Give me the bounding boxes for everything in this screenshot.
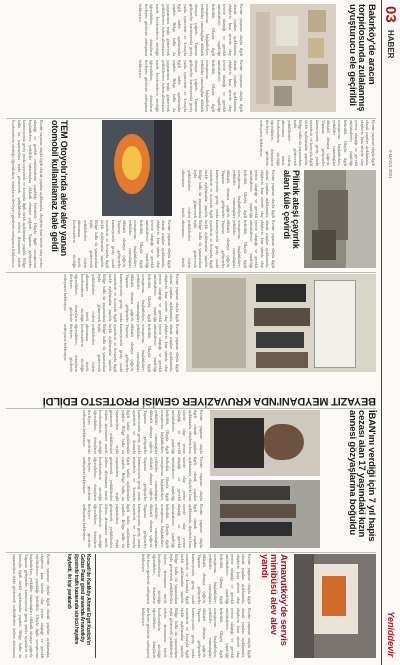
photo-protesters (186, 274, 376, 372)
sidebar-box (9, 554, 96, 658)
brand-logo: Yeniddevir (386, 611, 396, 657)
column-rule (6, 272, 376, 273)
body-pilnik-2: Kentte yaşanan olayla ilgili olarak yapılan açıklamada, ekiplerin kısa sürede olay yerine ulaştığı ve gerekli müdahalenin yapıldığı belirtildi. Olayla ilgili soruşturma başlatılırken, yetkililer vatandaşları dikkatli olmaya çağırdı. Yaşanan gelişmeler kamuoyunda geniş yankı uyandırdı ve konuyla ilgili farklı açıklamalar yapıldı. Bölge halkı da yaşananlara tepki göstererek yetkililerden önlem alınmasını istedi. (181, 170, 276, 218)
story-iban (6, 410, 376, 550)
body-tem-2: Kentte yaşanan olayla ilgili olarak yapılan açıklamada, ekiplerin kısa sürede olay yerine ulaştığı ve gerekli müdahalenin yapıldığı belirtildi. Olayla ilgili soruşturma başlatılırken, yetkililer vatandaşları dikkatli olmaya çağırdı. Yaşanan gelişmeler kamuoyunda geniş yankı uyandırdı ve konuyla ilgili farklı açıklamalar yapıldı. Bölge halkı da yaşananlara tepki göstererek yetkililerden önlem alınmasını istedi. İncelemelerin sürdüğü öğrenilirken, detayların ilerleyen günlerde netleşmesi bekleniyor. (11, 120, 44, 268)
body-protest-2: Kentte yaşanan olayla ilgili olarak yapılan açıklamada, ekiplerin kısa sürede olay yerine ulaştığı ve gerekli müdahalenin yapıldığı belirtildi. Olayla ilgili soruşturma başlatılırken, yetkililer vatandaşları dikkatli olmaya çağırdı. Yaşanan gelişmeler kamuoyunda geniş yankı uyandırdı ve konuyla ilgili farklı açıklamalar yapıldı. Bölge halkı da yaşananlara tepki göstererek yetkililerden önlem alınmasını istedi. İncelemelerin sürdüğü öğrenilirken, detayların ilerleyen günlerde netleşmesi bekleniyor. (63, 324, 180, 372)
headline-protest: BEYAZIT MEYDANI'NDA KRUVAZİYER GEMİSİ PROTESTO EDİLDİ (42, 395, 376, 407)
body-pilnik-1: Kentte yaşanan olayla ilgili olarak yapılan açıklamada, ekiplerin kısa sürede olay yerine ulaştığı ve gerekli müdahalenin yapıldığı belirtildi. Olayla ilgili soruşturma başlatılırken, yetkililer vatandaşları dikkatli olmaya çağırdı. Yaşanan gelişmeler kamuoyunda geniş yankı uyandırdı ve konuyla ilgili farklı açıklamalar yapıldı. Bölge halkı da yaşananlara tepki göstererek yetkililerden önlem alınmasını istedi. İncelemelerin sürdüğü öğrenilirken, detayların ilerleyen günlerde netleşmesi bekleniyor. (259, 120, 376, 166)
column-rule (6, 118, 376, 119)
body-arnavutkoy-1: Kentte yaşanan olayla ilgili olarak yapılan açıklamada, ekiplerin kısa sürede olay yerine ulaştığı ve gerekli müdahalenin yapıldığı belirtildi. Olayla ilgili soruşturma başlatılırken, yetkililer vatandaşları dikkatli olmaya çağırdı. Yaşanan gelişmeler kamuoyunda geniş yankı uyandırdı ve konuyla ilgili farklı açıklamalar yapıldı. Bölge halkı da yaşananlara tepki göstererek yetkililerden önlem alınmasını istedi. İncelemelerin sürdüğü öğrenilirken, detayların ilerleyen günlerde netleşmesi bekleniyor. (140, 554, 252, 604)
body-protest-1: Kentte yaşanan olayla ilgili olarak yapılan açıklamada, ekiplerin kısa sürede olay yerine ulaştığı ve gerekli müdahalenin yapıldığı belirtildi. Olayla ilgili soruşturma başlatılırken, yetkililer vatandaşları dikkatli olmaya çağırdı. Yaşanan gelişmeler kamuoyunda geniş yankı uyandırdı ve konuyla ilgili farklı açıklamalar yapıldı. Bölge halkı da yaşananlara tepki göstererek yetkililerden önlem alınmasını istedi. İncelemelerin sürdüğü öğrenilirken, detayların ilerleyen günlerde netleşmesi bekleniyor. (63, 274, 180, 322)
body-bakirkoy-1: Kentte yaşanan olayla ilgili olarak yapılan açıklamada, ekiplerin kısa sürede olay yerine ulaştığı ve gerekli müdahalenin yapıldığı belirtildi. Olayla ilgili soruşturma başlatılırken, yetkililer vatandaşları dikkatli olmaya çağırdı. Yaşanan gelişmeler kamuoyunda geniş yankı uyandırdı ve konuyla ilgili farklı açıklamalar yapıldı. Bölge halkı da yaşananlara tepki göstererek yetkililerden önlem alınmasını istedi. İncelemelerin sürdüğü öğrenilirken, detayların ilerleyen günlerde netleşmesi bekleniyor. (138, 4, 244, 56)
body-iban-3: Kentte yaşanan olayla ilgili olarak yapılan açıklamada, ekiplerin kısa sürede olay yerine ulaştığı ve gerekli müdahalenin yapıldığı belirtildi. Olayla ilgili soruşturma başlatılırken, yetkililer vatandaşları dikkatli olmaya çağırdı. Yaşanan gelişmeler kamuoyunda geniş yankı uyandırdı ve konuyla ilgili farklı açıklamalar yapıldı. Bölge halkı da yaşananlara tepki göstererek yetkililerden önlem alınmasını istedi. İncelemelerin sürdüğü öğrenilirken, detayların ilerleyen günlerde netleşmesi bekleniyor. (81, 504, 204, 548)
body-tem-1: Kentte yaşanan olayla ilgili olarak yapılan açıklamada, ekiplerin kısa sürede olay yerine ulaştığı ve gerekli müdahalenin yapıldığı belirtildi. Olayla ilgili soruşturma başlatılırken, yetkililer vatandaşları dikkatli olmaya çağırdı. Yaşanan gelişmeler kamuoyunda geniş yankı uyandırdı ve konuyla ilgili farklı açıklamalar yapıldı. Bölge halkı da yaşananlara tepki göstererek yetkililerden önlem alınmasını istedi. İncelemelerin sürdüğü (72, 220, 172, 268)
headline-bakirkoy: Bakırköy'de aracın torpidosunda zulalanmış uyuşturucu ele geçirildi (346, 4, 377, 112)
story-protest (6, 274, 376, 374)
headline-pilnik: Pilinik ateşi çayırlık alanı küle çevirdi (281, 170, 301, 249)
photo-crowd (210, 480, 320, 548)
story-pilnik (176, 120, 376, 270)
body-sidebar: Kentte yaşanan olayla ilgili olarak yapılan açıklamada, ekiplerin kısa sürede olay yerine ulaştığı ve gerekli müdahalenin yapıldığı belirtildi. Olayla ilgili soruşturma başlatılırken, yetkililer vatandaşları dikkatli olmaya çağırdı. Yaşanan gelişmeler kamuoyunda geniş yankı uyandırdı ve konuyla ilgili farklı açıklamalar yapıldı. Bölge halkı da yaşananlara tepki göstererek yetkililerden önlem alınmasını (12, 554, 51, 658)
body-iban-1: Kentte yaşanan olayla ilgili olarak yapılan açıklamada, ekiplerin kısa sürede olay yerine ulaştığı ve gerekli müdahalenin yapıldığı belirtildi. Olayla ilgili soruşturma başlatılırken, yetkililer vatandaşları dikkatli olmaya çağırdı. Yaşanan gelişmeler kamuoyunda geniş yankı uyandırdı ve konuyla ilgili farklı açıklamalar yapıldı. Bölge halkı da yaşananlara tepki göstererek yetkililerden önlem alınmasını istedi. İncelemelerin sürdüğü öğrenilirken, detayların ilerleyen günlerde netleşmesi bekleniyor. (81, 410, 204, 454)
headline-iban: İBAN'ını verdiği için 7 yıl hapis cezası alan 17 yaşındaki kızın annesi gözyaşlarına boğuldu (346, 410, 377, 542)
page-number: 03 (382, 6, 399, 23)
photo-mother-crying (210, 410, 320, 476)
section-label: HABER (386, 30, 395, 59)
body-bakirkoy-2: Kentte yaşanan olayla ilgili olarak yapılan açıklamada, ekiplerin kısa sürede olay yerine ulaştığı ve gerekli müdahalenin yapıldığı belirtildi. Olayla ilgili soruşturma başlatılırken, yetkililer vatandaşları dikkatli olmaya çağırdı. Yaşanan gelişmeler kamuoyunda geniş yankı uyandırdı ve konuyla ilgili farklı açıklamalar yapıldı. Bölge halkı da yaşananlara tepki göstererek yetkililerden önlem alınmasını istedi. İncelemelerin sürdüğü öğrenilirken, detayların ilerleyen günlerde netleşmesi bekleniyor. (138, 60, 244, 112)
issue-date: 9 MAYIS 2021 (388, 150, 393, 179)
story-bakirkoy (6, 4, 376, 116)
column-rule (6, 408, 376, 409)
masthead (381, 0, 400, 665)
sidebar-lead: Kocaeli'de Kadıköy Ahmet Ergit Kızılcık'ın Gebze Pazar günü sırasında Arnavutköy ilçesinde trafik kazasında sürücü hayatını kaybetti, iki kişi yaralandı (66, 554, 91, 646)
photo-fire-field (304, 170, 376, 268)
protest-headline-band (6, 378, 376, 406)
body-arnavutkoy-2: Kentte yaşanan olayla ilgili olarak yapılan açıklamada, ekiplerin kısa sürede olay yerine ulaştığı ve gerekli müdahalenin yapıldığı belirtildi. Olayla ilgili soruşturma başlatılırken, yetkililer vatandaşları dikkatli olmaya çağırdı. Yaşanan gelişmeler kamuoyunda geniş yankı uyandırdı ve konuyla ilgili farklı açıklamalar yapıldı. Bölge halkı da yaşananlara tepki göstererek yetkililerden önlem alınmasını istedi. İncelemelerin sürdüğü öğrenilirken, detayların ilerleyen günlerde netleşmesi bekleniyor. (140, 608, 252, 658)
column-rule (6, 552, 376, 553)
headline-tem: TEM Otoyolu'nda alev alev yanan otomobil kullanılamaz hale geldi (49, 120, 69, 256)
photo-burning-car (102, 120, 172, 216)
story-tem (6, 120, 172, 270)
body-pilnik-3: Kentte yaşanan olayla ilgili olarak yapılan açıklamada, ekiplerin kısa sürede olay yerine ulaştığı ve gerekli müdahalenin yapıldığı belirtildi. Olayla ilgili soruşturma başlatılırken, yetkililer vatandaşları dikkatli olmaya çağırdı. Yaşanan gelişmeler kamuoyunda geniş yankı uyandırdı ve konuyla ilgili farklı açıklamalar yapıldı. Bölge halkı da yaşananlara tepki göstererek yetkililerden önlem alınmasını istedi. (181, 220, 276, 268)
photo-drugs (250, 4, 336, 112)
photo-burning-minibus (294, 554, 376, 658)
story-arnavutkoy (6, 554, 376, 660)
headline-arnavutkoy: Arnavutköy'de servis minibüsü alev alev yandı (258, 554, 289, 646)
body-iban-2: Kentte yaşanan olayla ilgili olarak yapılan açıklamada, ekiplerin kısa sürede olay yerine ulaştığı ve gerekli müdahalenin yapıldığı belirtildi. Olayla ilgili soruşturma başlatılırken, yetkililer vatandaşları dikkatli olmaya çağırdı. Yaşanan gelişmeler kamuoyunda geniş yankı uyandırdı ve konuyla ilgili farklı açıklamalar yapıldı. Bölge halkı da yaşananlara tepki göstererek yetkililerden önlem alınmasını istedi. İncelemelerin sürdüğü öğrenilirken, detayların ilerleyen günlerde netleşmesi bekleniyor. (81, 457, 204, 501)
